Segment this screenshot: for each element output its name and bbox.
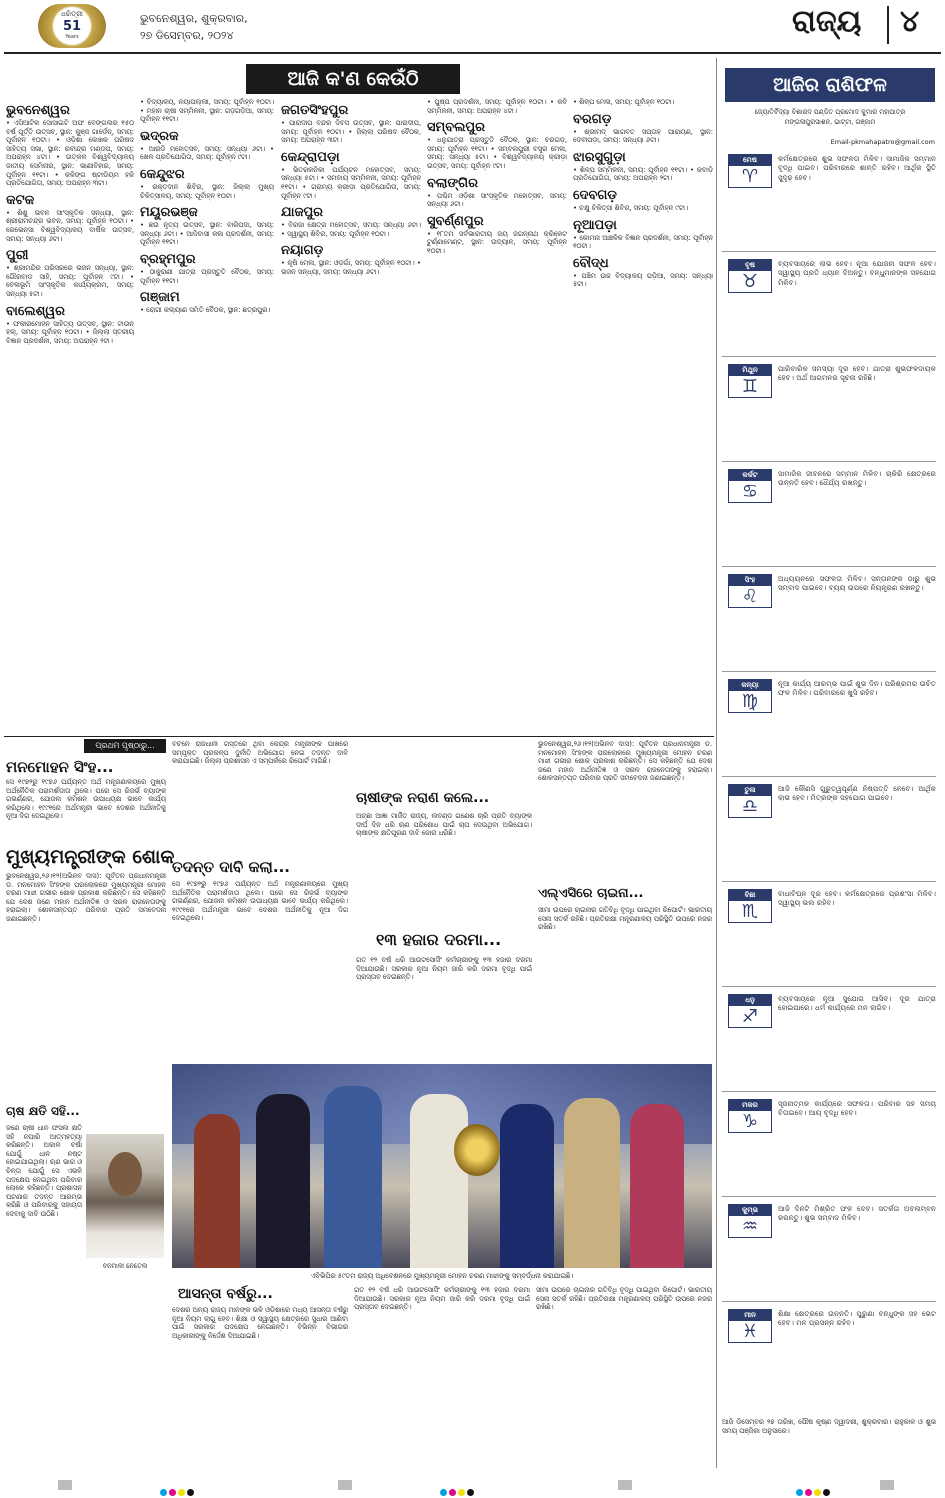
front-page-jump-label: ପ୍ରଥମ ପୃଷ୍ଠାରୁ... — [84, 739, 166, 753]
cm-headline: ମୁଖ୍ୟମନ୍ତ୍ରୀଙ୍କ ଶୋକ — [6, 846, 175, 868]
sign-name: ଧନୁ — [729, 995, 771, 1006]
events-district-heading: ଗଞ୍ଜାମ — [140, 290, 180, 306]
reg-bar-4 — [880, 1480, 894, 1490]
probe-headline: ତଦନ୍ତ ଦାବି କଲା... — [172, 858, 290, 876]
events-district-heading: ଜଗତସିଂହପୁର — [281, 103, 349, 118]
assam-body-1: ଦେଶର ଅନ୍ୟ ରାଜ୍ୟ ମାନଙ୍କ ଭଳି ଓଡ଼ିଶାରେ ମଧ୍ୟ ଆସନ୍ତା ବର୍ଷରୁ ନୂଆ ନିୟମ ଲାଗୁ ହେବ। ଶିକ୍ଷା ଓ ସ୍ୱାସ୍ଥ୍ୟ କ୍ଷେତ୍ରରେ ସୁଧାର ଆଣିବା ପାଇଁ ସରକାର ପଦକ୍ଷେପ ନେଇଛନ୍ତି। ବିଭିନ୍ନ ବିଭାଗର ଅଧିକାରୀଙ୍କୁ ନିର୍ଦ୍ଦେଶ ଦିଆଯାଇଛି। — [172, 1306, 348, 1340]
china-headline: ଏଲ୍ଏସିରେ ଚାଇନା... — [538, 886, 644, 901]
sign-divider — [722, 461, 936, 462]
events-listing: • ଭିତରକନିକା ପର୍ଯ୍ୟଟନ ମହୋତ୍ସବ, ସମୟ: ସନ୍ଧ୍ୟା ୫ଟା। • ସମବାୟ ସମ୍ମିଳନୀ, ସମୟ: ପୂର୍ବାହ୍ନ ୧୧ଟା। • ଗ୍ରାମ୍ୟ କ୍ରୀଡ଼ା ପ୍ରତିଯୋଗିତା, ସମୟ: ପୂର୍ବାହ୍ନ ୯ଟା। — [281, 165, 421, 200]
assam-body-2: ଗତ ୧୨ ବର୍ଷ ଧରି ଆଉଟସୋର୍ସିଂ କର୍ମଚାରୀଙ୍କୁ ୧୩ ହଜାର ଦରମା ଦିଆଯାଉଛି। ସରକାର ନୂଆ ନିୟମ ଜାରି କରି ଦରମା ବୃଦ୍ଧି ପାଇଁ ପ୍ରସ୍ତାବ ଦେଇଛନ୍ତି। — [354, 1286, 530, 1312]
horoscope-title: ଆଜିର ରାଶିଫଳ — [725, 68, 935, 102]
events-listing: • କୃଷି ମେଳା, ସ୍ଥାନ: ଓଡ଼ଗାଁ, ସମୟ: ପୂର୍ବାହ୍ନ ୧୦ଟା। • ଭଜନ ସନ୍ଧ୍ୟା, ସମୟ: ସନ୍ଧ୍ୟା ୬ଟା। — [281, 259, 421, 276]
events-listing: • ଶିଳ୍ପ ମେଳା, ସମୟ: ପୂର୍ବାହ୍ନ ୧୦ଟା। — [573, 98, 675, 106]
print-marks — [0, 1474, 945, 1498]
events-listing: • ଧନୁଯାତ୍ରା ପ୍ରସ୍ତୁତି ବୈଠକ, ସ୍ଥାନ: ବରଗଡ଼, ସମୟ: ପୂର୍ବାହ୍ନ ୧୧ଟା। • ସମ୍ବଲପୁରୀ ବସ୍ତ୍ର ମେଳା, ସମୟ: ସନ୍ଧ୍ୟା ୫ଟା। • ବିଶ୍ୱବିଦ୍ୟାଳୟ କ୍ରୀଡ଼ା ଉତ୍ସବ, ସମୟ: ପୂର୍ବାହ୍ନ ୯ଟା। — [427, 136, 567, 170]
sign-card — [728, 1204, 772, 1238]
sign-prediction: ନୂଆ କାର୍ଯ୍ୟ ଆରମ୍ଭ ପାଇଁ ଶୁଭ ଦିନ। ପରିଶ୍ରମର ଉଚିତ ଫଳ ମିଳିବ। ପରିବାରରେ ଖୁସି ରହିବ। — [778, 679, 936, 698]
zodiac-icon: ♒ — [741, 1216, 759, 1237]
events-district-heading: ଭଦ୍ରକ — [140, 128, 179, 144]
events-district-heading: ଝାରସୁଗୁଡ଼ା — [573, 149, 626, 165]
sign-prediction: ସାମାଜିକ ଜୀବନରେ ସମ୍ମାନ ମିଳିବ। ଚାକିରି କ୍ଷେତ୍ରରେ ଉନ୍ନତି ହେବ। ଧୈର୍ଯ୍ୟ ରଖନ୍ତୁ। — [778, 469, 936, 488]
sign-divider — [722, 356, 936, 357]
events-district-heading: କଟକ — [6, 192, 35, 208]
events-col-4 — [427, 98, 567, 728]
farmer-face — [108, 1152, 142, 1196]
events-listing: • ଫକୀରମୋହନ ସାହିତ୍ୟ ଉତ୍ସବ, ସ୍ଥାନ: ଟାଉନ୍ ହଲ୍, ସମୟ: ପୂର୍ବାହ୍ନ ୧୦ଟା। • ଜିଲ୍ଲା ସ୍ତରୀୟ ବିଜ୍ଞାନ ପ୍ରଦର୍ଶନୀ, ସମୟ: ଅପରାହ୍ନ ୨ଟା। — [6, 319, 134, 345]
events-district-heading: ଭୁବନେଶ୍ୱର — [6, 103, 70, 118]
person-7 — [630, 1104, 684, 1268]
events-listing: • ୧୮ତମ ସର୍ବଭାରତୀୟ ଜୟ ଜଗନ୍ନାଥ କ୍ରିକେଟ ଟୁର୍ଣ୍ଣାମେଣ୍ଟ, ସ୍ଥାନ: ଉଦ୍ୟାନ, ସମୟ: ପୂର୍ବାହ୍ନ ୧୦ଟା। — [427, 229, 567, 255]
sign-card — [728, 364, 772, 398]
events-listing: • ପାରାଦୀପ ବନ୍ଦର ଦିବସ ଉତ୍ସବ, ସ୍ଥାନ: ପାରାଦୀପ, ସମୟ: ପୂର୍ବାହ୍ନ ୧୦ଟା। • ଜିଲ୍ଲା ପରିଷଦ ବୈଠକ, ସମୟ: ଅପରାହ୍ନ ୩ଟା। — [281, 119, 421, 145]
salary-headline: ୧୩ ହଜାର ଦରମା... — [376, 930, 502, 949]
sign-name: ସିଂହ — [729, 575, 771, 586]
sign-card — [728, 784, 772, 818]
dateline-day: ଭୁବନେଶ୍ୱର, ଶୁକ୍ରବାର, — [140, 12, 248, 25]
horoscope-place: ମଙ୍ଗଳାପୁରସାଶନ, ଭାଟ୍ଟା, ଗଞ୍ଜାମ — [784, 118, 876, 126]
person-4 — [410, 1094, 468, 1268]
sign-card — [728, 889, 772, 923]
events-col-1 — [6, 98, 134, 718]
events-district-heading: ସୁବର୍ଣ୍ଣପୁର — [427, 213, 484, 229]
events-listing: • ପୁଷ୍ପ ପ୍ରଦର୍ଶନୀ, ସମୟ: ପୂର୍ବାହ୍ନ ୧୦ଟା। • କବି ସମ୍ମିଳନୀ, ସମୟ: ଅପରାହ୍ନ ୪ଟା। — [427, 98, 567, 115]
sign-divider — [722, 1091, 936, 1092]
sign-prediction: କର୍ମକ୍ଷେତ୍ରରେ ଶୁଭ ସଫଳତା ମିଳିବ। ସାମାଜିକ ସମ୍ମାନ ବୃଦ୍ଧି ପାଇବ। ପରିବାରରେ ଶାନ୍ତି ରହିବ। ଆର୍ଥିକ ସ୍ଥିତି ସୁଦୃଢ଼ ହେବ। — [778, 154, 936, 182]
anniversary-badge — [38, 4, 106, 48]
sign-name: କନ୍ୟା — [729, 680, 771, 691]
events-district-heading: ପୁରୀ — [6, 248, 29, 264]
china-body: ସୀମା ଉପରେ ଚାଇନାର ଗତିବିଧି ବୃଦ୍ଧି ପାଇଥିବା ରିପୋର୍ଟ। ଭାରତୀୟ ସେନା ସତର୍କ ରହିଛି। ପ୍ରତିରକ୍ଷା ମନ୍ତ୍ରଣାଳୟ ପରିସ୍ଥିତି ଉପରେ ନଜର ରଖିଛି। — [538, 906, 712, 932]
zodiac-icon: ♓ — [741, 1321, 759, 1342]
sign-name: କୁମ୍ଭ — [729, 1205, 771, 1216]
sign-name: ମକର — [729, 1100, 771, 1111]
sign-prediction: ବ୍ୟବସାୟରେ ନୂଆ ସୁଯୋଗ ଆସିବ। ଦୂର ଯାତ୍ରା ହୋଇପାରେ। ଧର୍ମ କାର୍ଯ୍ୟରେ ମନ ଲାଗିବ। — [778, 994, 936, 1013]
jump-col-d: ଭୁବନେଶ୍ୱର,୨୬।୧୨(ଅଭିନବ ଦାସ): ପୂର୍ବତନ ପ୍ରଧାନମନ୍ତ୍ରୀ ଡ. ମନମୋହନ ସିଂହଙ୍କ ପରଲୋକରେ ମୁଖ୍ୟମନ୍ତ୍ରୀ ମୋହନ ଚରଣ ମାଝୀ ଗଭୀର ଶୋକ ପ୍ରକାଶ କରିଛନ୍ତି। ସେ କହିଛନ୍ତି ଯେ ଦେଶ ଜଣେ ମହାନ ଅର୍ଥନୀତିଜ୍ଞ ଓ ସରଳ ରାଜନେତାଙ୍କୁ ହରାଇଲା। ଶୋକସନ୍ତପ୍ତ ପରିବାର ପ୍ରତି ସମବେଦନା ଜଣାଇଛନ୍ତି। — [538, 740, 712, 783]
events-district-heading: ବରଗଡ଼ — [573, 111, 612, 127]
color-dots-3 — [796, 1481, 832, 1498]
sign-card — [728, 154, 772, 188]
section-divider — [887, 6, 889, 44]
sign-prediction: ଶିକ୍ଷା କ୍ଷେତ୍ରରେ ଉନ୍ନତି। ପୁରୁଣା ବନ୍ଧୁଙ୍କ ସହ ଭେଟ ହେବ। ମନ ପ୍ରସନ୍ନ ରହିବ। — [778, 1309, 936, 1328]
zodiac-icon: ♍ — [741, 691, 759, 712]
events-listing: • ଏସିଆଟିକ ସୋସାଇଟି ଅଫ ବେଙ୍ଗଲର ୧୫୦ ବର୍ଷ ପୂର୍ତ୍ତି ଉତ୍ସବ, ସ୍ଥାନ: କୁଞ୍ଜ ଗାର୍ଡେନ୍, ସମୟ: ପୂର୍ବାହ୍ନ ୧୦ଟା। • ଓଡ଼ିଶା ଲେଖକ ପରିଷଦ ସାହିତ୍ୟ ସଭା, ସ୍ଥାନ: ରବୀନ୍ଦ୍ର ମଣ୍ଡପ, ସମୟ: ଅପରାହ୍ନ ୪ଟା। • ଉତ୍କଳ ବିଶ୍ୱବିଦ୍ୟାଳୟ ଜାତୀୟ ସେମିନାର, ସ୍ଥାନ: ଭାଣୀବିହାର, ସମୟ: ପୂର୍ବାହ୍ନ ୧୧ଟା। • କଳିଙ୍ଗ ଷ୍ଟାଡିୟମ ହକି ପ୍ରତିଯୋଗିତା, ସମୟ: ଅପରାହ୍ନ ୩ଟା। — [6, 119, 134, 188]
person-3 — [324, 1086, 382, 1268]
sign-name: ବୃଷ — [729, 260, 771, 271]
sign-prediction: ଆଜି କୌଣସି ଗୁରୁତ୍ୱପୂର୍ଣ୍ଣ ନିଷ୍ପତ୍ତି ନେବେ। ଆର୍ଥିକ ଲାଭ ହେବ। ମିତ୍ରଙ୍କ ସହଯୋଗ ପାଇବେ। — [778, 784, 936, 803]
person-2 — [256, 1094, 310, 1268]
assam-body-3: ସୀମା ଉପରେ ଚାଇନାର ଗତିବିଧି ବୃଦ୍ଧି ପାଇଥିବା ରିପୋର୍ଟ। ଭାରତୀୟ ସେନା ସତର୍କ ରହିଛି। ପ୍ରତିରକ୍ଷା ମନ୍ତ୍ରଣାଳୟ ପରିସ୍ଥିତି ଉପରେ ନଜର ରଖିଛି। — [536, 1286, 712, 1312]
badge-number: 51 — [62, 19, 82, 34]
events-listing: • ବିଦ୍ୟାଳୟ, ନୟାପଲ୍ଲୀ, ସମୟ: ପୂର୍ବାହ୍ନ ୧୦ଟା। • ମହାନ ଚାଷୀ ସମ୍ମିଳନୀ, ସ୍ଥାନ: ଗଡ଼ଗଡ଼ିଆ, ସମୟ: ପୂର୍ବାହ୍ନ ୧୧ଟା। — [140, 98, 274, 124]
events-listing: • ଛଉ ନୃତ୍ୟ ଉତ୍ସବ, ସ୍ଥାନ: ବାରିପଦା, ସମୟ: ସନ୍ଧ୍ୟା ୬ଟା। • ଆଦିବାସୀ କଳା ପ୍ରଦର୍ଶନୀ, ସମୟ: ପୂର୍ବାହ୍ନ ୧୧ଟା। — [140, 221, 274, 247]
badge-sub: Years — [65, 34, 79, 40]
zodiac-icon: ♐ — [741, 1006, 759, 1027]
jump-col-a: ବଚନେ ରାଜଧାନୀ ଗସ୍ତରେ ଥିବା କେନ୍ଦ୍ର ମନ୍ତ୍ରୀଙ୍କ ପାଖରେ ସମ୍ପୃକ୍ତ ପ୍ରକଳ୍ପ ଦୁର୍ନୀତି ଅଭିଯୋଗ ନେଇ ତଦନ୍ତ ଦାବି କରାଯାଇଛି। ଜିଲ୍ଲା ପ୍ରଶାସନ ଏ ସମ୍ପର୍କରେ ରିପୋର୍ଟ ମାଗିଛି। — [172, 740, 348, 766]
events-listing: • ଠାକୁରାଣୀ ଯାତ୍ରା ପ୍ରସ୍ତୁତି ବୈଠକ, ସମୟ: ପୂର୍ବାହ୍ନ ୧୧ଟା। — [140, 267, 274, 285]
sign-prediction: ଆଜି ଦିନଟି ମିଶ୍ରିତ ଫଳ ଦେବ। ସତର୍କତା ଅବଲମ୍ବନ କରନ୍ତୁ। ଶୁଭ ସମ୍ବାଦ ମିଳିବ। — [778, 1204, 936, 1223]
horoscope-email: Email-pkmahapatro@gmail.com — [830, 138, 935, 146]
probe-body: ସେ ୧୯୭୨ରୁ ୧୯୭୬ ପର୍ଯ୍ୟନ୍ତ ଅର୍ଥ ମନ୍ତ୍ରଣାଳୟରେ ମୁଖ୍ୟ ଅର୍ଥନୈତିକ ପରାମର୍ଶଦାତା ଥିଲେ। ପରେ ସେ ରିଜର୍ଭ ବ୍ୟାଙ୍କ ଗଭର୍ଣ୍ଣର, ଯୋଜନା କମିଶନ ଉପାଧ୍ୟକ୍ଷ ଭାବେ କାର୍ଯ୍ୟ କରିଥିଲେ। ୧୯୯୧ରେ ଅର୍ଥମନ୍ତ୍ରୀ ଭାବେ ଦେଶର ଅର୍ଥନୀତିକୁ ନୂଆ ଦିଗ ଦେଇଥିଲେ। — [172, 880, 348, 923]
farmer-photo-caption: ବନମାଳୀ ନେତେଲ — [102, 1262, 148, 1270]
events-listing: • ଶ୍ରୀମଦ୍ ଭାଗବତ ସପ୍ତାହ ପାରାୟଣ, ସ୍ଥାନ: ଦେବୀପଡ଼ା, ସମୟ: ସନ୍ଧ୍ୟା ୬ଟା। — [573, 127, 713, 145]
events-district-heading: ବୌଦ୍ଧ — [573, 255, 609, 271]
cm-body: ଭୁବନେଶ୍ୱର,୨୬।୧୨(ଅଭିନବ ଦାସ): ପୂର୍ବତନ ପ୍ରଧାନମନ୍ତ୍ରୀ ଡ. ମନମୋହନ ସିଂହଙ୍କ ପରଲୋକରେ ମୁଖ୍ୟମନ୍ତ୍ରୀ ମୋହନ ଚରଣ ମାଝୀ ଗଭୀର ଶୋକ ପ୍ରକାଶ କରିଛନ୍ତି। ସେ କହିଛନ୍ତି ଯେ ଦେଶ ଜଣେ ମହାନ ଅର୍ଥନୀତିଜ୍ଞ ଓ ସରଳ ରାଜନେତାଙ୍କୁ ହରାଇଲା। ଶୋକସନ୍ତପ୍ତ ପରିବାର ପ୍ରତି ସମବେଦନା ଜଣାଇଛନ୍ତି। — [6, 872, 166, 923]
dateline-date: ୨୭ ଡିସେମ୍ବର, ୨୦୨୪ — [140, 29, 234, 42]
sign-card — [728, 259, 772, 293]
person-5 — [500, 1104, 554, 1268]
sign-divider — [722, 251, 936, 252]
events-listing: • ରୋଗୀ କଲ୍ୟାଣ ସମିତି ବୈଠକ, ସ୍ଥାନ: ଛତ୍ରପୁର। — [140, 306, 271, 315]
events-listing: • ଆରଡ଼ି ମହୋତ୍ସବ, ସମୟ: ସନ୍ଧ୍ୟା ୬ଟା। • ଖେଳ ପ୍ରତିଯୋଗିତା, ସମୟ: ପୂର୍ବାହ୍ନ ୯ଟା। — [140, 144, 274, 162]
sign-prediction: ଅଧ୍ୟୟନରେ ସଫଳତା ମିଳିବ। ସନ୍ତାନଙ୍କ ଠାରୁ ଶୁଭ ସମ୍ବାଦ ପାଇବେ। ବ୍ୟୟ ଉପରେ ନିୟନ୍ତ୍ରଣ ରଖନ୍ତୁ। — [778, 574, 936, 593]
zodiac-icon: ♑ — [741, 1111, 759, 1132]
sign-name: ମୀନ — [729, 1310, 771, 1321]
events-col-5 — [573, 98, 713, 728]
sign-name: କର୍କଟ — [729, 470, 771, 481]
events-district-heading: ବଲାଙ୍ଗିର — [427, 175, 479, 191]
reg-bar-1 — [58, 1480, 72, 1490]
panjika-text: ଆଜି ଡିସେମ୍ବର ୨୭ ତାରିଖ, ପୌଷ କୃଷ୍ଣ ଦ୍ୱାଦଶୀ, ଶୁକ୍ରବାର। ରାହୁକାଳ ଓ ଶୁଭ ସମୟ ପଞ୍ଜିକା ଅନୁସାରେ। — [722, 1418, 936, 1435]
events-col-2 — [140, 98, 274, 728]
sign-card — [728, 469, 772, 503]
badge-top: ଧରିତ୍ରୀ — [61, 10, 83, 18]
events-banner: ଆଜି କ'ଣ କେଉଁଠି — [246, 64, 460, 94]
page-number: ୪ — [900, 4, 920, 39]
sign-card — [728, 1099, 772, 1133]
event-photo — [172, 1064, 712, 1268]
sign-name: ବିଛା — [729, 890, 771, 901]
sign-divider — [722, 566, 936, 567]
sign-divider — [722, 671, 936, 672]
events-district-heading: ମୟୂରଭଞ୍ଜ — [140, 205, 198, 221]
sign-divider — [722, 986, 936, 987]
farmers-lost-headline: ଚାଷୀଙ୍କ ନରାଣ କଲେ... — [356, 790, 490, 806]
events-district-heading: ଯାଜପୁର — [281, 205, 324, 221]
events-district-heading: ସମ୍ବଲପୁର — [427, 120, 485, 136]
sign-card — [728, 574, 772, 608]
farmer-body-cont — [86, 1272, 164, 1454]
memento-icon — [454, 1124, 500, 1176]
events-listing: • କୋମନା ଆଞ୍ଚଳିକ ବିଜ୍ଞାନ ପ୍ରଦର୍ଶନୀ, ସମୟ: ପୂର୍ବାହ୍ନ ୧୦ଟା। — [573, 233, 713, 251]
sign-divider — [722, 1196, 936, 1197]
events-listing: • ରକ୍ତଦାନ ଶିବିର, ସ୍ଥାନ: ଜିଲ୍ଲା ମୁଖ୍ୟ ଚିକିତ୍ସାଳୟ, ସମୟ: ପୂର୍ବାହ୍ନ ୧୦ଟା। — [140, 182, 274, 200]
farmer-body: ଜଣେ ଚାଷୀ ଧାନ ଫସଲ କ୍ଷତି ସହି ନପାରି ଆତ୍ମହତ୍ୟା କରିଛନ୍ତି। ଅକାଳ ବର୍ଷା ଯୋଗୁଁ ଧାନ ନଷ୍ଟ ହୋଇଯାଇଥିଲା। ଋଣ ଭାର ଓ ଚିନ୍ତା ଯୋଗୁଁ ସେ ଏଭଳି ପଦକ୍ଷେପ ନେଇଥିବା ପରିବାର ଲୋକେ କହିଛନ୍ତି। ପ୍ରଶାସନ ଘଟଣାର ତଦନ୍ତ ଆରମ୍ଭ କରିଛି ଓ ପରିବାରକୁ ସହାୟତା ଦେବାକୁ ଦାବି ଉଠିଛି। — [6, 1124, 82, 1218]
event-photo-caption: ଏବିଭିପିର ୫୯ତମ ରାଜ୍ୟ ଅଧିବେଶନରେ ମୁଖ୍ୟମନ୍ତ୍ରୀ ମୋହନ ଚରଣ ମାଝୀଙ୍କୁ ସମ୍ବର୍ଦ୍ଧନା କରାଯାଇଛି। — [310, 1272, 574, 1280]
events-listing: • ଶ୍ରୀମନ୍ଦିର ପରିସରରେ ଭଜନ ସନ୍ଧ୍ୟା, ସ୍ଥାନ: ଗୌରବାଡ଼ ସାହି, ସମୟ: ପୂର୍ବାହ୍ନ ୯ଟା। • ବେଳାଭୂମି ସାଂସ୍କୃତିକ କାର୍ଯ୍ୟକ୍ରମ, ସମୟ: ସନ୍ଧ୍ୟା ୫ଟା। — [6, 264, 134, 298]
sign-name: ମିଥୁନ — [729, 365, 771, 376]
sign-prediction: ପାରିବାରିକ ସମସ୍ୟା ଦୂର ହେବ। ଯାତ୍ରା ଶୁଭଫଳଦାୟକ ହେବ। ଅର୍ଥ ଆଗମନର ସୂଚନା ରହିଛି। — [778, 364, 936, 383]
events-listing: • ପଶ୍ଚିମ ଓଡ଼ିଶା ସାଂସ୍କୃତିକ ମହୋତ୍ସବ, ସମୟ: ସନ୍ଧ୍ୟା ୬ଟା। — [427, 191, 567, 209]
sign-card — [728, 679, 772, 713]
sign-name: ମେଷ — [729, 155, 771, 166]
manmohan-body: ସେ ୧୯୭୨ରୁ ୧୯୭୬ ପର୍ଯ୍ୟନ୍ତ ଅର୍ଥ ମନ୍ତ୍ରଣାଳୟରେ ମୁଖ୍ୟ ଅର୍ଥନୈତିକ ପରାମର୍ଶଦାତା ଥିଲେ। ପରେ ସେ ରିଜର୍ଭ ବ୍ୟାଙ୍କ ଗଭର୍ଣ୍ଣର, ଯୋଜନା କମିଶନ ଉପାଧ୍ୟକ୍ଷ ଭାବେ କାର୍ଯ୍ୟ କରିଥିଲେ। ୧୯୯୧ରେ ଅର୍ଥମନ୍ତ୍ରୀ ଭାବେ ଦେଶର ଅର୍ଥନୀତିକୁ ନୂଆ ଦିଗ ଦେଇଥିଲେ। — [6, 778, 166, 821]
zodiac-icon: ♌ — [741, 586, 759, 607]
salary-body: ଗତ ୧୨ ବର୍ଷ ଧରି ଆଉଟସୋର୍ସିଂ କର୍ମଚାରୀଙ୍କୁ ୧୩ ହଜାର ଦରମା ଦିଆଯାଉଛି। ସରକାର ନୂଆ ନିୟମ ଜାରି କରି ଦରମା ବୃଦ୍ଧି ପାଇଁ ପ୍ରସ୍ତାବ ଦେଇଛନ୍ତି। — [356, 956, 532, 982]
sign-card — [728, 1309, 772, 1343]
events-district-heading: କେନ୍ଦୁଝର — [140, 166, 185, 182]
lower-rule — [4, 736, 714, 737]
events-district-heading: ନୟାଗଡ଼ — [281, 243, 324, 259]
farmers-lost-body: ଅଚ୍ଛା ଆଜ୍ଞା ମାର୍ଜିତ ରାଜ୍ୟ, ଲବଣ୍ଡ ଗଣେଶ ଚାରି ପ୍ରତି ବ୍ୟାଙ୍କ ଦୀର୍ଘ ଦିନ ଧରି ଋଣ ପରିଶୋଧ ପାଇଁ ଚାପ ଦେଉଥିବା ଅଭିଯୋଗ। ଚାଷୀଙ୍କ କ୍ଷତିପୂରଣ ଦାବି ଜୋର ଧରିଛି। — [356, 812, 532, 838]
sign-divider — [722, 1301, 936, 1302]
zodiac-icon: ♎ — [741, 796, 759, 817]
zodiac-icon: ♈ — [741, 166, 759, 187]
zodiac-icon: ♋ — [741, 481, 759, 502]
masthead — [0, 0, 945, 52]
color-dots-1 — [160, 1481, 196, 1498]
events-district-heading: ନୂଆପଡ଼ା — [573, 217, 617, 233]
assam-headline: ଆସନ୍ତା ବର୍ଷରୁ... — [178, 1286, 273, 1302]
sign-prediction: ସୃଜନାତ୍ମକ କାର୍ଯ୍ୟରେ ସଫଳତା। ପରିବାର ସହ ସମୟ ବିତାଇବେ। ଆୟ ବୃଦ୍ଧି ହେବ। — [778, 1099, 936, 1118]
farmer-photo — [86, 1134, 164, 1258]
events-listing: • ବିରଜା କ୍ଷେତ୍ର ମହୋତ୍ସବ, ସମୟ: ସନ୍ଧ୍ୟା ୬ଟା। • ସ୍ୱାସ୍ଥ୍ୟ ଶିବିର, ସମୟ: ପୂର୍ବାହ୍ନ ୧୦ଟା। — [281, 221, 421, 238]
events-listing: • ପଞ୍ଚିମ ଉଚ୍ଚ ବିଦ୍ୟାଳୟ ପଡ଼ିଆ, ସମୟ: ସନ୍ଧ୍ୟା ୫ଟା। — [573, 271, 713, 289]
sign-prediction: ବାଧାବିଘ୍ନ ଦୂର ହେବ। କର୍ମକ୍ଷେତ୍ରରେ ପ୍ରଶଂସା ମିଳିବ। ସ୍ୱାସ୍ଥ୍ୟ ଭଲ ରହିବ। — [778, 889, 936, 908]
dateline — [140, 12, 248, 43]
events-district-heading: ବାଲେଶ୍ୱର — [6, 303, 65, 319]
person-6 — [564, 1098, 620, 1268]
sign-divider — [722, 881, 936, 882]
events-district-heading: ଦେବଗଡ଼ — [573, 187, 617, 203]
events-col-3 — [281, 98, 421, 728]
events-district-heading: ବ୍ରହ୍ମପୁର — [140, 251, 196, 267]
events-listing: • ଶିଳ୍ପ ସମ୍ମିଳନୀ, ସମୟ: ପୂର୍ବାହ୍ନ ୧୧ଟା। • କବାଡ଼ି ପ୍ରତିଯୋଗିତା, ସମୟ: ଅପରାହ୍ନ ୨ଟା। — [573, 165, 713, 183]
person-1 — [194, 1114, 240, 1268]
sign-prediction: ବ୍ୟବସାୟରେ ଲାଭ ହେବ। ନୂଆ ଯୋଜନା ସଫଳ ହେବ। ସ୍ୱାସ୍ଥ୍ୟ ପ୍ରତି ଧ୍ୟାନ ଦିଅନ୍ତୁ। ବନ୍ଧୁମାନଙ୍କ ସହଯୋଗ ମିଳିବ। — [778, 259, 936, 287]
zodiac-icon: ♉ — [741, 271, 759, 292]
reg-bar-2 — [338, 1480, 352, 1490]
zodiac-icon: ♏ — [741, 901, 759, 922]
zodiac-icon: ♊ — [741, 376, 759, 397]
masthead-rule — [4, 52, 941, 54]
horoscope-byline: ଜ୍ୟୋତିର୍ବିଦ୍ୟା ବିଶାରଦ ପଣ୍ଡିତ ପ୍ରମୋଦ କୁମାର ମହାପାତ୍ର — [754, 108, 906, 116]
sign-name: ତୁଳା — [729, 785, 771, 796]
events-district-heading: କେନ୍ଦ୍ରାପଡ଼ା — [281, 149, 340, 165]
section-title: ରାଜ୍ୟ — [792, 4, 862, 39]
sign-card — [728, 994, 772, 1028]
reg-bar-3 — [618, 1480, 632, 1490]
color-dots-2 — [440, 1481, 476, 1498]
events-listing: • ଚକ୍ଷୁ ଚିକିତ୍ସା ଶିବିର, ସମୟ: ପୂର୍ବାହ୍ନ ୯ଟା। — [573, 203, 689, 212]
manmohan-headline: ମନମୋହନ ସିଂହ... — [6, 758, 114, 776]
events-listing: • ଶିଶୁ ଭବନ ସାଂସ୍କୃତିକ ସନ୍ଧ୍ୟା, ସ୍ଥାନ: ଶ୍ରୀରାମଚନ୍ଦ୍ର ଭବନ, ସମୟ: ପୂର୍ବାହ୍ନ ୧୦ଟା। • ରେଭେନ୍ସା ବିଶ୍ୱବିଦ୍ୟାଳୟ ବାର୍ଷିକ ଉତ୍ସବ, ସମୟ: ସନ୍ଧ୍ୟା ୬ଟା। — [6, 208, 134, 243]
farmer-headline: ଚାଷ କ୍ଷତି ସହି... — [6, 1104, 80, 1118]
sign-divider — [722, 776, 936, 777]
